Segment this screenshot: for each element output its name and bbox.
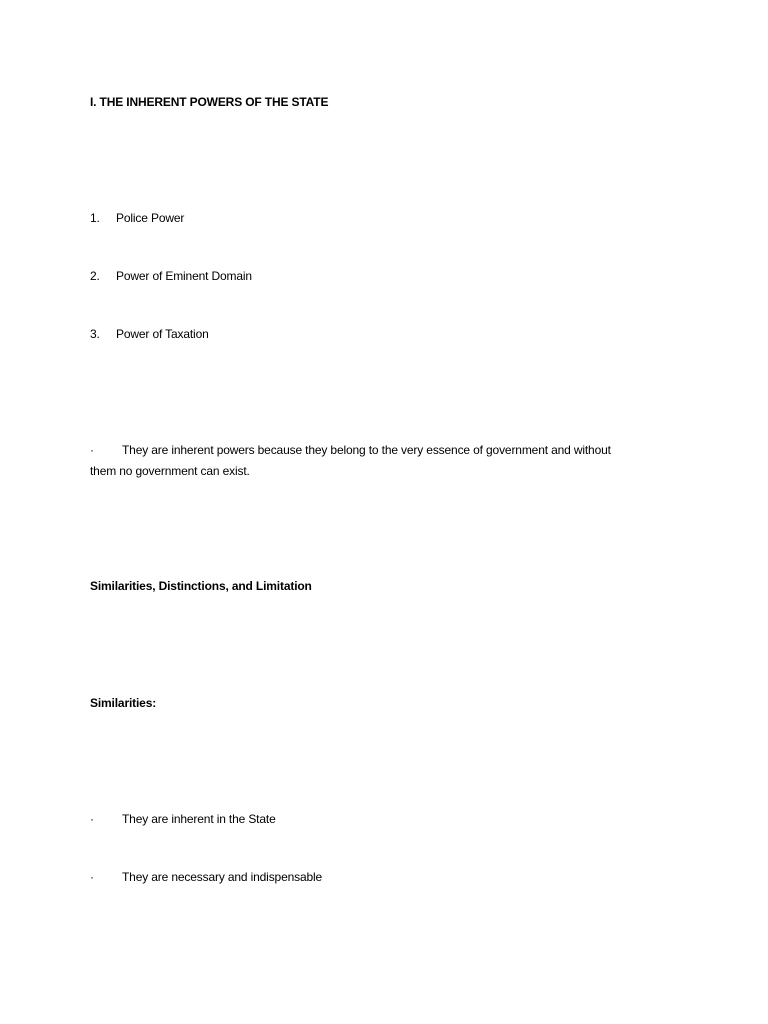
power-item-number: 2. bbox=[90, 269, 100, 283]
note-line-1-text: They are inherent powers because they belong to the very essence of government and without bbox=[122, 443, 611, 457]
section-title: Similarities, Distinctions, and Limitation bbox=[90, 579, 312, 593]
power-item-text: Power of Taxation bbox=[116, 327, 209, 341]
inherent-powers-note bbox=[90, 440, 690, 482]
power-item-3 bbox=[90, 324, 209, 344]
similarity-item-1 bbox=[90, 809, 276, 829]
power-item-text: Power of Eminent Domain bbox=[116, 269, 252, 283]
power-item-number: 3. bbox=[90, 327, 100, 341]
similarity-item-text: They are necessary and indispensable bbox=[122, 870, 323, 884]
bullet-icon: · bbox=[90, 812, 94, 826]
power-item-number: 1. bbox=[90, 211, 100, 225]
note-line-1 bbox=[90, 440, 690, 461]
power-item-1 bbox=[90, 208, 184, 228]
similarity-item-2 bbox=[90, 867, 322, 887]
power-item-text: Police Power bbox=[116, 211, 185, 225]
similarity-item-text: They are inherent in the State bbox=[122, 812, 276, 826]
bullet-icon: · bbox=[90, 870, 94, 884]
similarities-label: Similarities: bbox=[90, 696, 157, 710]
power-item-2 bbox=[90, 266, 252, 286]
document-heading: I. THE INHERENT POWERS OF THE STATE bbox=[90, 95, 329, 109]
bullet-icon: · bbox=[90, 443, 94, 457]
note-line-2: them no government can exist. bbox=[90, 464, 250, 478]
